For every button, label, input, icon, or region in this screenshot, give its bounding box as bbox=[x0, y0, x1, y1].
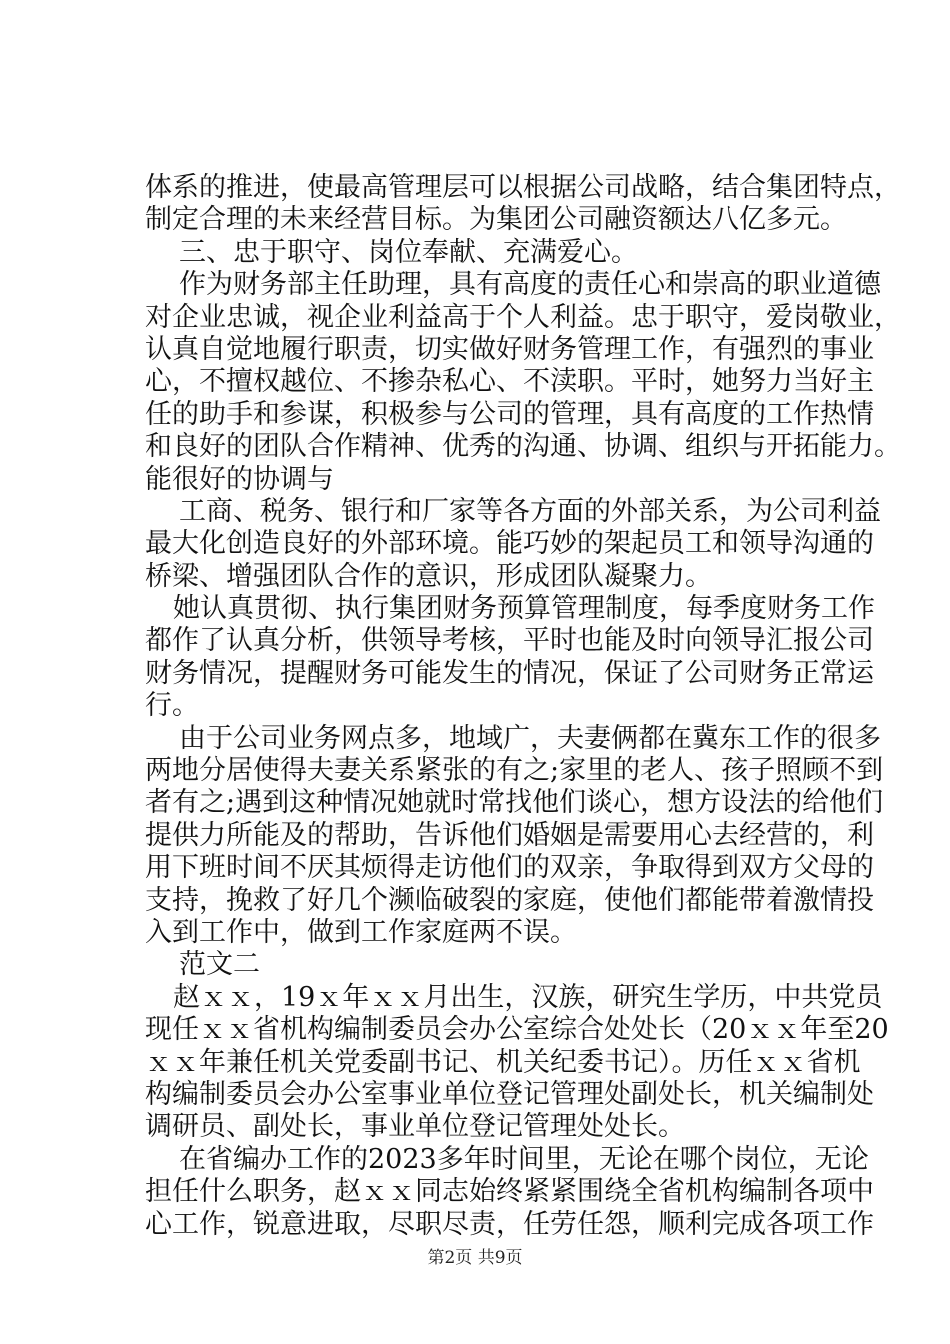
text-line: 提供力所能及的帮助，告诉他们婚姻是需要用心去经营的，利 bbox=[145, 819, 874, 851]
text-line: 三、忠于职守、岗位奉献、充满爱心。 bbox=[179, 236, 638, 268]
text-line: 赵ｘｘ，19ｘ年ｘｘ月出生，汉族，研究生学历，中共党员 bbox=[173, 981, 883, 1013]
text-line: 都作了认真分析，供领导考核，平时也能及时向领导汇报公司 bbox=[145, 625, 874, 657]
text-line: 任的助手和参谋，积极参与公司的管理，具有高度的工作热情 bbox=[145, 398, 874, 430]
text-line: 最大化创造良好的外部环境。能巧妙的架起员工和领导沟通的 bbox=[145, 528, 874, 560]
text-line: 入到工作中，做到工作家庭两不误。 bbox=[145, 916, 577, 948]
text-line: 桥梁、增强团队合作的意识，形成团队凝聚力。 bbox=[145, 560, 712, 592]
text-line: 和良好的团队合作精神、优秀的沟通、协调、组织与开拓能力。 bbox=[145, 431, 901, 463]
text-line: 用下班时间不厌其烦得走访他们的双亲，争取得到双方父母的 bbox=[145, 852, 874, 884]
text-line: 心工作，锐意进取，尽职尽责，任劳任怨，顺利完成各项工作 bbox=[145, 1208, 874, 1240]
text-line: 能很好的协调与 bbox=[145, 463, 334, 495]
text-line: 调研员、副处长，事业单位登记管理处处长。 bbox=[145, 1111, 685, 1143]
text-line: 工商、税务、银行和厂家等各方面的外部关系，为公司利益 bbox=[179, 495, 881, 527]
text-line: 行。 bbox=[145, 690, 199, 722]
text-line: 现任ｘｘ省机构编制委员会办公室综合处处长（20ｘｘ年至20 bbox=[145, 1014, 889, 1046]
text-line: 她认真贯彻、执行集团财务预算管理制度，每季度财务工作 bbox=[173, 593, 875, 625]
text-line: 体系的推进，使最高管理层可以根据公司战略，结合集团特点， bbox=[145, 172, 901, 203]
text-line: 者有之;遇到这种情况她就时常找他们谈心，想方设法的给他们 bbox=[145, 787, 884, 819]
document-body bbox=[145, 172, 901, 1241]
text-line: 担任什么职务，赵ｘｘ同志始终紧紧围绕全省机构编制各项中 bbox=[145, 1176, 874, 1208]
text-line: 在省编办工作的2023多年时间里，无论在哪个岗位，无论 bbox=[179, 1143, 869, 1175]
page-number-footer: 第2页 共9页 bbox=[427, 1248, 523, 1268]
text-line: 支持，挽救了好几个濒临破裂的家庭，使他们都能带着激情投 bbox=[145, 884, 874, 916]
text-line: 由于公司业务网点多，地域广，夫妻俩都在冀东工作的很多 bbox=[179, 722, 881, 754]
text-line: 作为财务部主任助理，具有高度的责任心和崇高的职业道德 bbox=[179, 269, 881, 301]
text-line: 心，不擅权越位、不掺杂私心、不渎职。平时，她努力当好主 bbox=[145, 366, 874, 398]
text-line: 财务情况，提醒财务可能发生的情况，保证了公司财务正常运 bbox=[145, 657, 874, 689]
text-line: 对企业忠诚，视企业利益高于个人利益。忠于职守，爱岗敬业， bbox=[145, 301, 901, 333]
text-line: 两地分居使得夫妻关系紧张的有之;家里的老人、孩子照顾不到 bbox=[145, 755, 884, 787]
text-line: 制定合理的未来经营目标。为集团公司融资额达八亿多元。 bbox=[145, 204, 847, 236]
text-line: 认真自觉地履行职责，切实做好财务管理工作，有强烈的事业 bbox=[145, 333, 874, 365]
text-line: 范文二 bbox=[179, 949, 260, 981]
text-line: 构编制委员会办公室事业单位登记管理处副处长，机关编制处 bbox=[145, 1078, 874, 1110]
text-line: ｘｘ年兼任机关党委副书记、机关纪委书记）。历任ｘｘ省机 bbox=[145, 1046, 861, 1078]
